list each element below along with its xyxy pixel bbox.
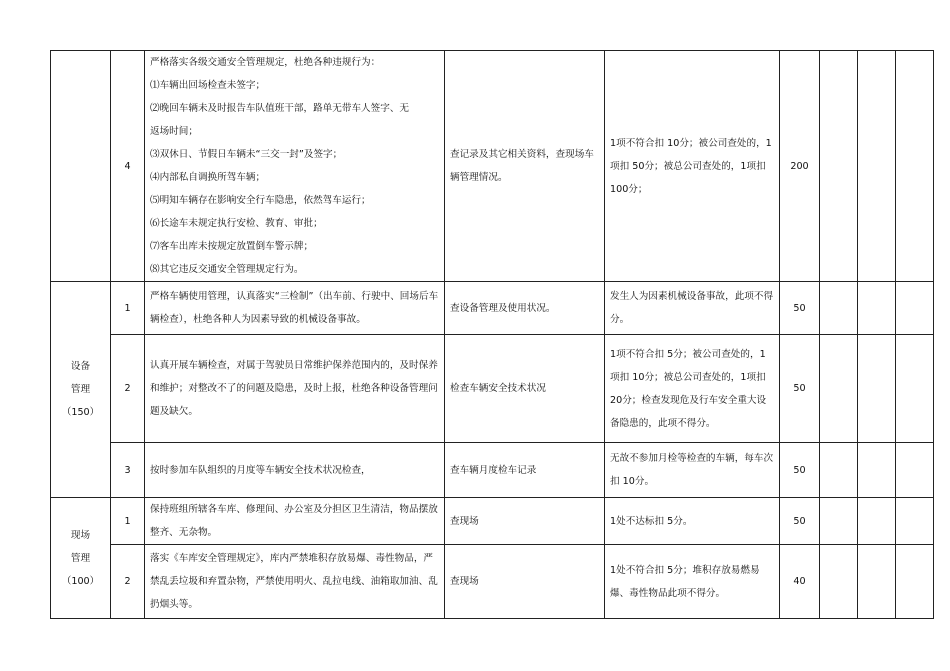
category-name-line: 现场 [70,529,91,541]
check-method: 查设备管理及使用状况。 [445,282,605,335]
category-points: （150） [61,407,100,418]
item-number: 2 [111,335,145,443]
item-number: 1 [111,498,145,545]
item-content: 按时参加车队组织的月度等车辆安全技术状况检查， [145,443,445,498]
blank-cell [858,282,896,335]
content-line: 返场时间； [150,126,198,137]
blank-cell [896,335,934,443]
item-content: 保持班组所辖各车库、修理间、办公室及分担区卫生清洁，物品摆放整齐、无杂物。 [145,498,445,545]
item-content [145,51,445,282]
table-row [51,545,934,619]
item-number: 4 [111,51,145,282]
blank-cell [858,498,896,545]
scoring-standard: 1项不符合扣 5分；被公司查处的，1项扣 10分；被总公司查处的，1项扣 20分；检查发现危及行车安全重大设备隐患的，此项不得分。 [605,335,780,443]
table-row [51,51,934,282]
item-number: 1 [111,282,145,335]
blank-cell [896,51,934,282]
blank-cell [820,545,858,619]
item-content: 严格车辆使用管理，认真落实“三检制”（出车前、行驶中、回场后车辆检查），杜绝各种人为因素导致的机械设备事故。 [145,282,445,335]
table-row [51,443,934,498]
content-line: ⑺客车出库未按规定放置倒车警示牌； [150,241,314,252]
scoring-standard: 1处不达标扣 5分。 [605,498,780,545]
category-name-line: 设备 [70,361,91,372]
item-number: 3 [111,443,145,498]
score-value: 50 [780,282,820,335]
blank-cell [896,498,934,545]
category-points: （100） [61,575,100,587]
check-method: 查记录及其它相关资料，查现场车辆管理情况。 [445,51,605,282]
check-method: 查现场 [445,498,605,545]
scoring-standard: 1处不符合扣 5分；堆积存放易燃易爆、毒性物品此项不得分。 [605,545,780,619]
table-row [51,498,934,545]
check-method: 检查车辆安全技术状况 [445,335,605,443]
category-name-line: 管理 [70,552,91,564]
content-line: ⑸明知车辆存在影响安全行车隐患，依然驾车运行； [150,195,371,206]
blank-cell [858,335,896,443]
content-line: ⑻其它违反交通安全管理规定行为。 [150,264,304,275]
item-content: 落实《车库安全管理规定》，库内严禁堆积存放易爆、毒性物品，严禁乱丢垃圾和弃置杂物，严禁使用明火、乱拉电线、油箱取加油、乱扔烟头等。 [145,545,445,619]
item-number: 2 [111,545,145,619]
category-cell-empty [51,51,111,282]
content-line: ⑶双休日、节假日车辆未“三交一封”及签字； [150,149,343,160]
blank-cell [820,51,858,282]
scoring-standard: 无故不参加月检等检查的车辆，每车次扣 10分。 [605,443,780,498]
blank-cell [820,443,858,498]
content-line: 严格落实各级交通安全管理规定，杜绝各种违规行为： [150,57,381,68]
blank-cell [858,443,896,498]
check-method: 查现场 [445,545,605,619]
blank-cell [896,282,934,335]
blank-cell [820,498,858,545]
scoring-standard: 发生人为因素机械设备事故，此项不得分。 [605,282,780,335]
content-line: ⑵晚回车辆未及时报告车队值班干部，路单无带车人签字、无 [150,103,410,114]
assessment-table [50,50,934,619]
blank-cell [858,545,896,619]
content-line: ⑷内部私自调换所驾车辆； [150,172,266,183]
blank-cell [896,443,934,498]
table-row [51,335,934,443]
blank-cell [820,335,858,443]
category-cell [51,282,111,498]
score-value: 50 [780,498,820,545]
check-method: 查车辆月度检车记录 [445,443,605,498]
content-line: ⑴车辆出回场检查未签字； [150,80,266,91]
scoring-standard: 1项不符合扣 10分；被公司查处的，1项扣 50分；被总公司查处的，1项扣 100分； [605,51,780,282]
score-value: 200 [780,51,820,282]
item-content: 认真开展车辆检查，对属于驾驶员日常维护保养范围内的，及时保养和维护；对整改不了的问题及隐患，及时上报，杜绝各种设备管理问题及缺欠。 [145,335,445,443]
score-value: 50 [780,335,820,443]
blank-cell [820,282,858,335]
category-cell [51,498,111,619]
table-row [51,282,934,335]
blank-cell [858,51,896,282]
content-line: ⑹长途车未规定执行安检、教育、审批； [150,218,323,229]
score-value: 40 [780,545,820,619]
score-value: 50 [780,443,820,498]
category-name-line: 管理 [70,384,91,395]
blank-cell [896,545,934,619]
